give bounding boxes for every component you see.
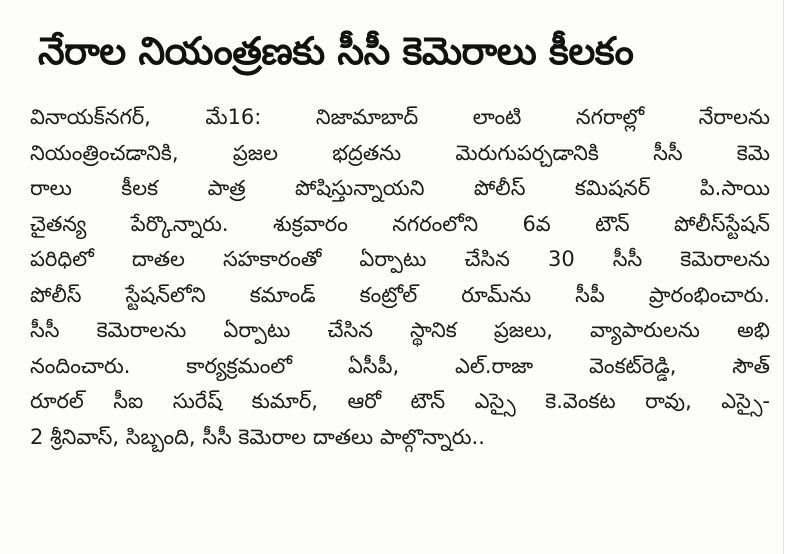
article-line: 2 శ్రీనివాస్, సిబ్బంది, సీసీ కెమెరాల దాతలు పాల్గొన్నారు.. bbox=[30, 424, 485, 449]
page-margin bbox=[783, 0, 800, 554]
article-line: పరిధిలో దాతల సహకారంతో ఏర్పాటు చేసిన 30 సీసీ కెమెరాలను bbox=[30, 247, 770, 271]
article-line: నియంత్రించడానికి, ప్రజల భద్రతను మెరుగుపర్చడానికి సీసీ కెమె bbox=[30, 140, 770, 165]
article-headline: నేరాల నియంత్రణకు సీసీ కెమెరాలు కీలకం bbox=[38, 29, 634, 73]
article-line: రాలు కీలక పాత్ర పోషిస్తున్నాయని పోలీస్ కమిషనర్ పి.సాయి bbox=[30, 176, 770, 200]
article-line: రూరల్ సీఐ సురేష్ కుమార్, ఆరో టౌన్ ఎస్సై కె.వెంకట రావు, ఎస్సై- bbox=[30, 389, 770, 413]
article-line: చైతన్య పేర్కొన్నారు. శుక్రవారం నగరంలోని 6వ టౌన్ పోలీస్‌స్టేషన్ bbox=[30, 211, 770, 236]
article-line: సీసీ కెమెరాలను ఏర్పాటు చేసిన స్థానిక ప్రజలు, వ్యాపారులను అభి bbox=[30, 318, 770, 342]
article-line: నందించారు. కార్యక్రమంలో ఏసీపీ, ఎల్.రాజా వెంకట్‌రెడ్డి, సౌత్ bbox=[30, 353, 770, 378]
article-line: పోలీస్ స్టేషన్‌లోని కమాండ్ కంట్రోల్ రూమ్‌ను సీపీ ప్రారంభించారు. bbox=[30, 282, 770, 307]
article-body bbox=[30, 100, 770, 530]
article-line: వినాయక్‌నగర్, మే16: నిజామాబాద్ లాంటి నగరాల్లో నేరాలను bbox=[30, 105, 770, 129]
previous-article-fragment bbox=[40, 0, 760, 12]
